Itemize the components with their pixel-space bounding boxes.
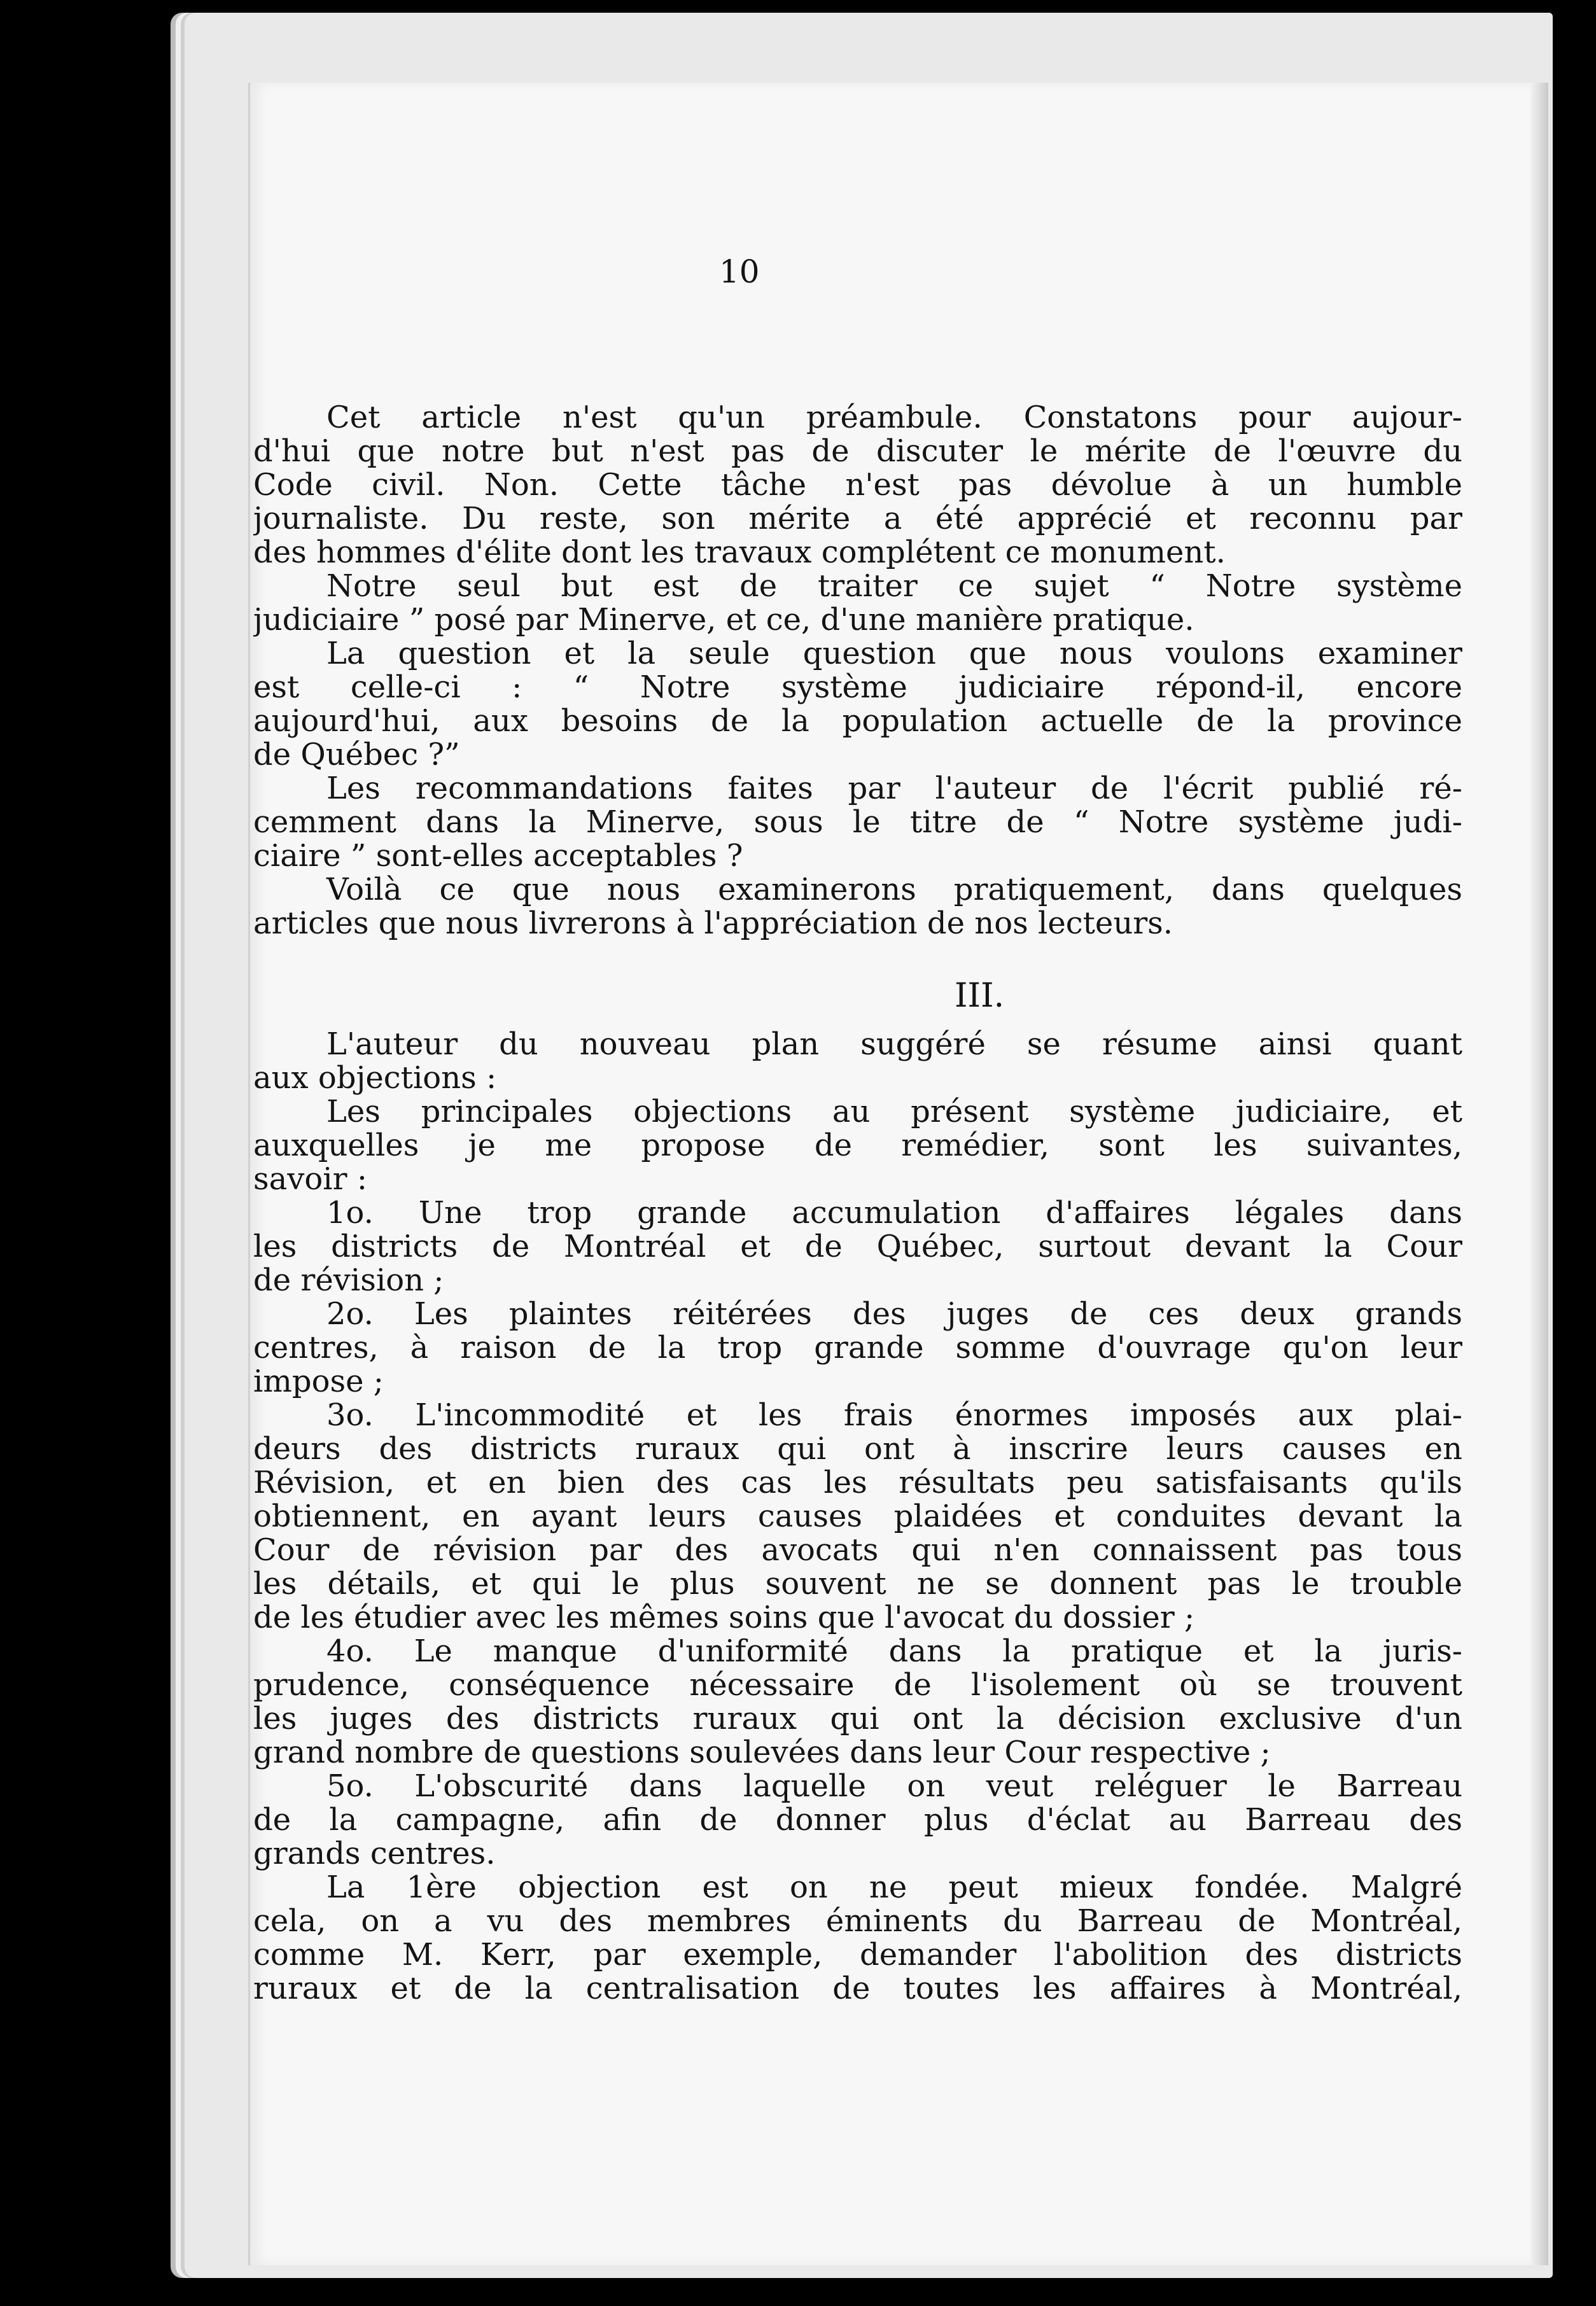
text-block-intro [253, 401, 1462, 940]
text-line: 5o. L'obscurité dans laquelle on veut reléguer le Barreau [326, 1770, 1462, 1803]
text-line: aux objections : [253, 1061, 497, 1095]
text-line: savoir : [253, 1163, 367, 1196]
section-heading: III. [955, 977, 1005, 1015]
text-line: aujourd'hui, aux besoins de la population actuelle de la province [253, 704, 1462, 738]
text-line: ciaire ” sont-elles acceptables ? [253, 839, 743, 873]
text-line: prudence, conséquence nécessaire de l'isolement où se trouvent [253, 1668, 1462, 1702]
text-line: Voilà ce que nous examinerons pratiquement, dans quelques [326, 873, 1462, 907]
text-line: 1o. Une trop grande accumulation d'affaires légales dans [326, 1196, 1462, 1230]
text-line: deurs des districts ruraux qui ont à inscrire leurs causes en [253, 1432, 1462, 1466]
page-number: 10 [719, 253, 760, 290]
text-line: de Québec ?” [253, 738, 460, 772]
text-line: les districts de Montréal et de Québec, surtout devant la Cour [253, 1230, 1462, 1264]
text-line: journaliste. Du reste, son mérite a été apprécié et reconnu par [253, 502, 1462, 536]
text-line: articles que nous livrerons à l'appréciation de nos lecteurs. [253, 907, 1173, 940]
text-line: L'auteur du nouveau plan suggéré se résume ainsi quant [326, 1028, 1462, 1061]
text-line: 3o. L'incommodité et les frais énormes imposés aux plai- [326, 1399, 1462, 1432]
text-line: cela, on a vu des membres éminents du Barreau de Montréal, [253, 1904, 1462, 1938]
text-line: obtiennent, en ayant leurs causes plaidées et conduites devant la [253, 1500, 1462, 1534]
text-line: de les étudier avec les mêmes soins que l'avocat du dossier ; [253, 1601, 1195, 1635]
text-line: les juges des districts ruraux qui ont la décision exclusive d'un [253, 1702, 1462, 1736]
text-line: auxquelles je me propose de remédier, sont les suivantes, [253, 1129, 1462, 1163]
text-line: Les principales objections au présent système judiciaire, et [326, 1095, 1462, 1129]
text-line: les détails, et qui le plus souvent ne se donnent pas le trouble [253, 1567, 1462, 1601]
text-block-objections [253, 1028, 1462, 2006]
text-line: judiciaire ” posé par Minerve, et ce, d'une manière pratique. [253, 603, 1194, 637]
text-line: La 1ère objection est on ne peut mieux fondée. Malgré [326, 1871, 1462, 1904]
text-line: Code civil. Non. Cette tâche n'est pas dévolue à un humble [253, 468, 1462, 502]
text-line: grands centres. [253, 1837, 496, 1871]
text-line: cemment dans la Minerve, sous le titre de “ Notre système judi- [253, 806, 1462, 839]
text-line: grand nombre de questions soulevées dans leur Cour respective ; [253, 1736, 1271, 1770]
text-line: est celle-ci : “ Notre système judiciaire répond-il, encore [253, 671, 1462, 704]
text-line: Révision, et en bien des cas les résultats peu satisfaisants qu'ils [253, 1466, 1462, 1500]
text-line: centres, à raison de la trop grande somme d'ouvrage qu'on leur [253, 1331, 1462, 1365]
text-line: 2o. Les plaintes réitérées des juges de ces deux grands [326, 1297, 1462, 1331]
text-line: Cour de révision par des avocats qui n'en connaissent pas tous [253, 1534, 1462, 1567]
text-line: 4o. Le manque d'uniformité dans la pratique et la juris- [326, 1635, 1462, 1668]
text-line: Cet article n'est qu'un préambule. Constatons pour aujour- [326, 401, 1462, 435]
text-line: Notre seul but est de traiter ce sujet “ Notre système [326, 570, 1462, 603]
text-line: des hommes d'élite dont les travaux complétent ce monument. [253, 536, 1226, 570]
page-gutter-shadow [1530, 83, 1548, 2265]
text-line: Les recommandations faites par l'auteur de l'écrit publié ré- [326, 772, 1462, 806]
text-line: de révision ; [253, 1264, 444, 1297]
text-line: comme M. Kerr, par exemple, demander l'abolition des districts [253, 1938, 1462, 1972]
text-line: ruraux et de la centralisation de toutes les affaires à Montréal, [253, 1972, 1462, 2006]
text-line: La question et la seule question que nous voulons examiner [326, 637, 1462, 671]
text-line: d'hui que notre but n'est pas de discuter le mérite de l'œuvre du [253, 435, 1462, 468]
text-line: impose ; [253, 1365, 384, 1399]
text-line: de la campagne, afin de donner plus d'éclat au Barreau des [253, 1803, 1462, 1837]
